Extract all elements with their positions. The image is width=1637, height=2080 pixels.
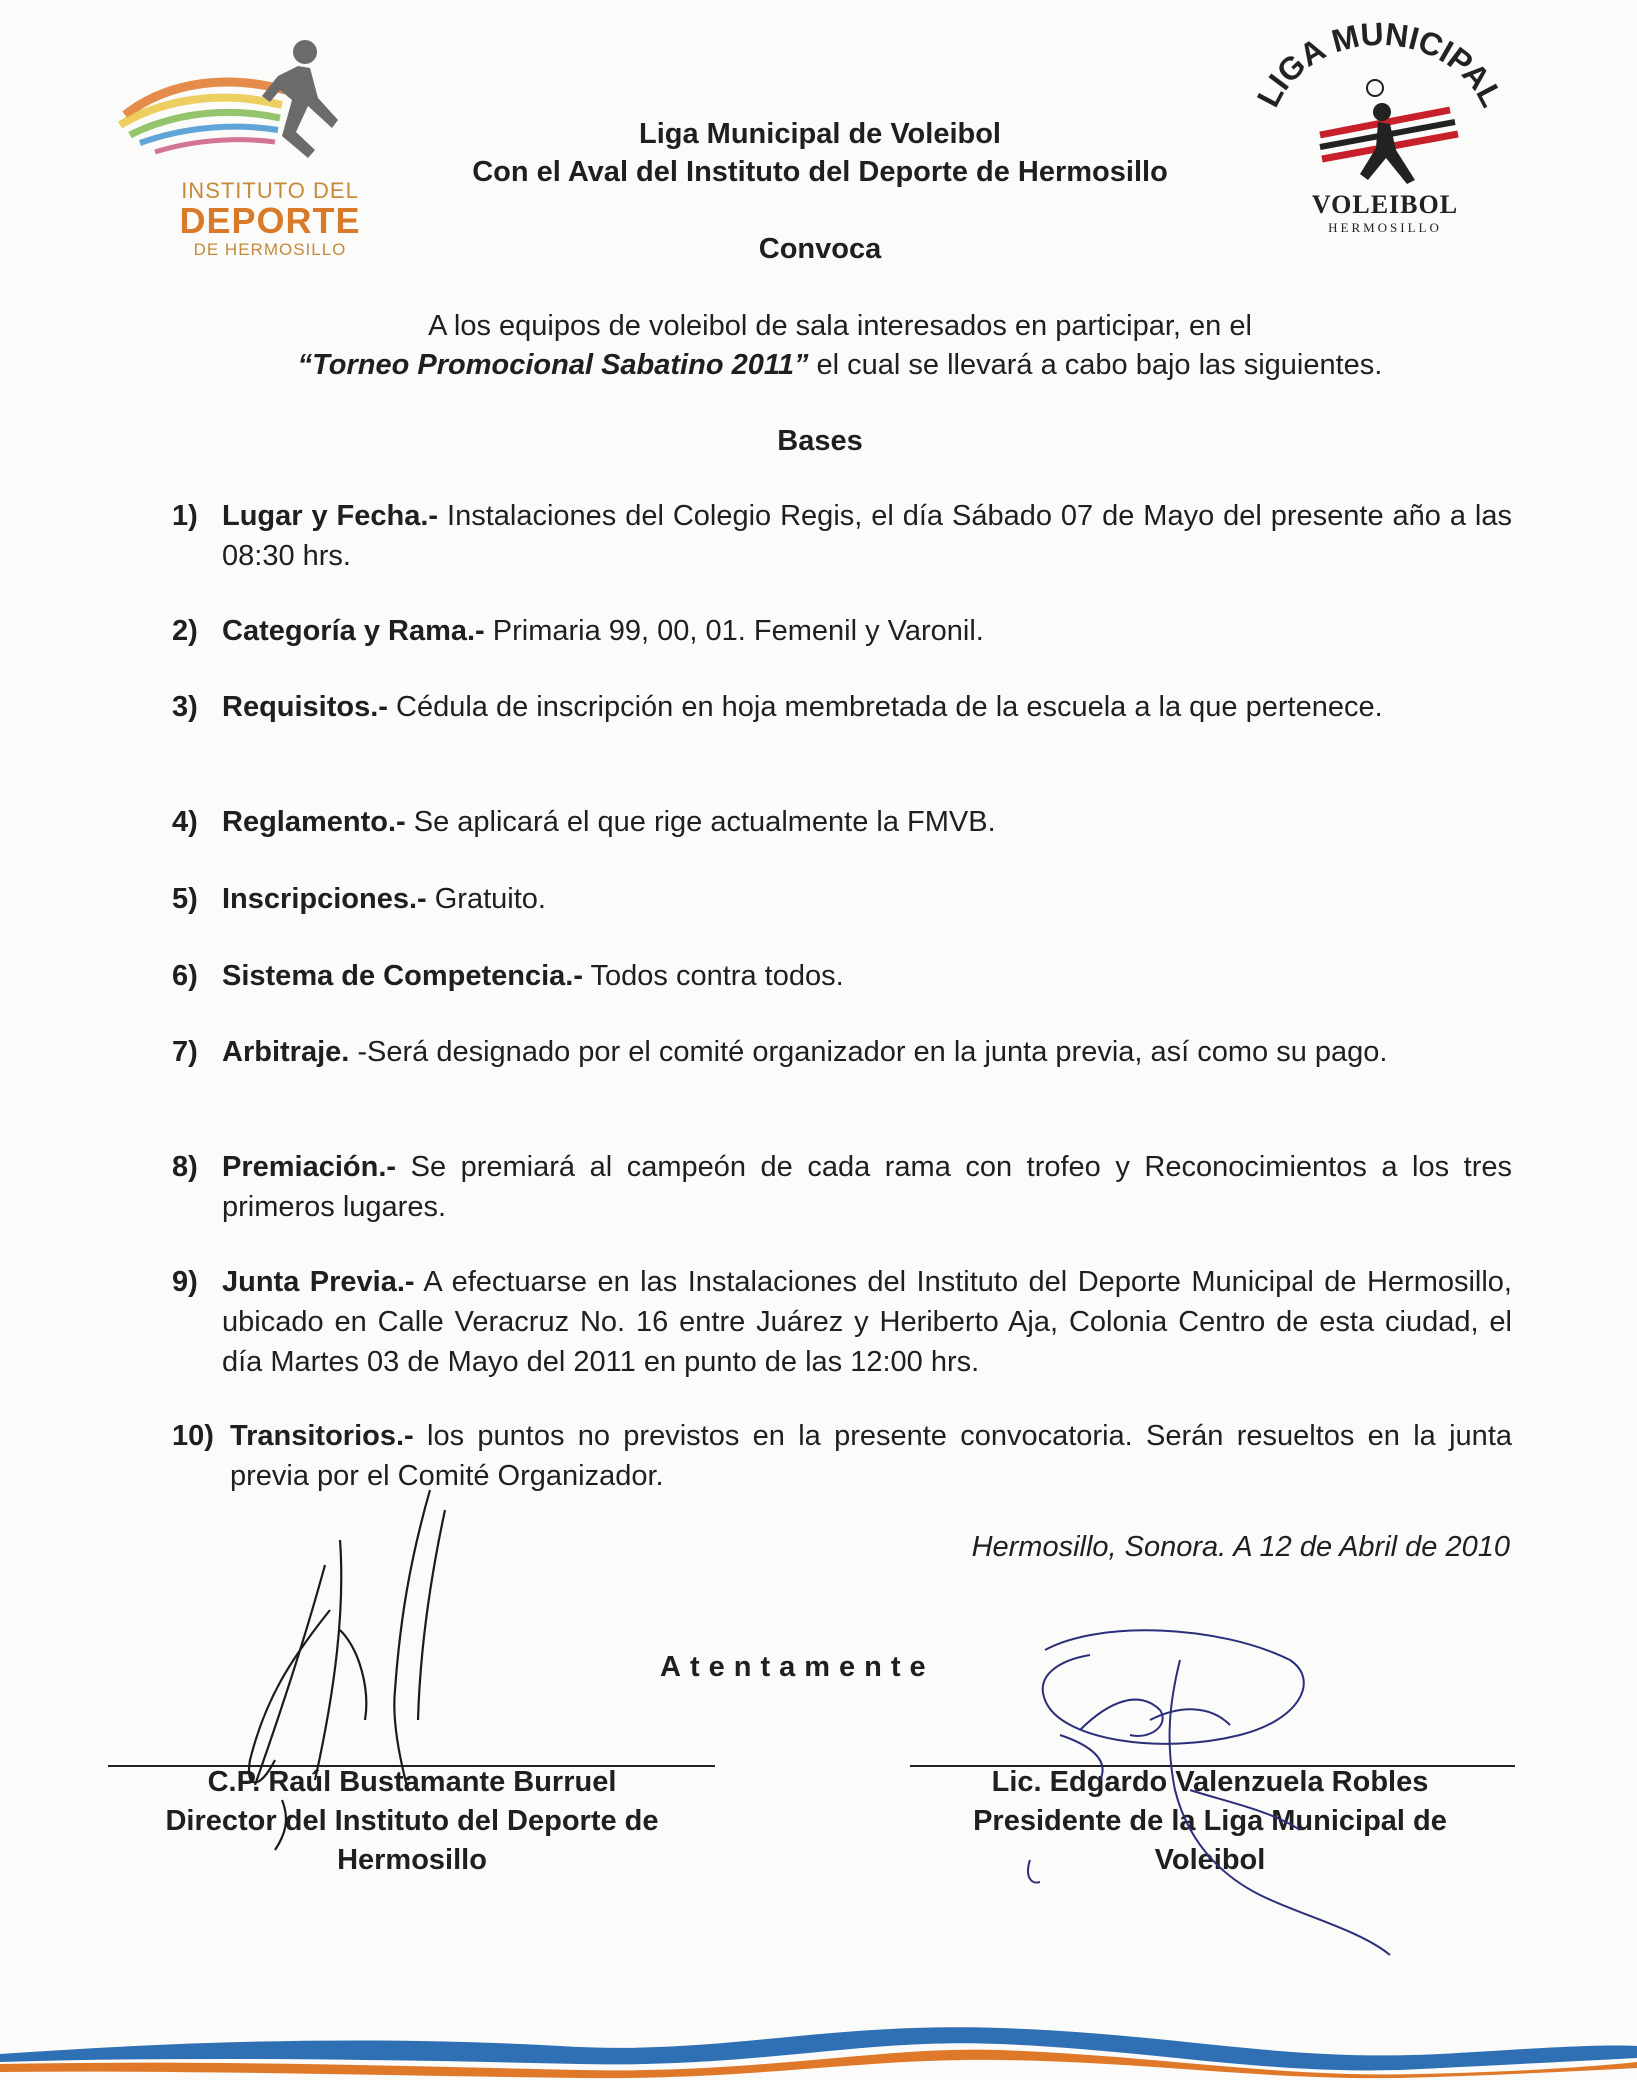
logo-line1: INSTITUTO DEL	[181, 178, 359, 203]
liga-municipal-logo	[1250, 20, 1510, 250]
item-term: Lugar y Fecha.-	[222, 500, 439, 532]
logo-voleibol: VOLEIBOL	[1311, 190, 1459, 219]
intro-line2	[150, 349, 1530, 382]
logo-line3: DE HERMOSILLO	[193, 240, 347, 259]
item-term: Inscripciones.-	[222, 883, 427, 915]
item-term: Junta Previa.-	[222, 1266, 415, 1298]
list-item	[172, 1032, 1512, 1072]
item-number: 5)	[172, 883, 198, 915]
signatory-title-line1: Director del Instituto del Deporte de	[165, 1805, 659, 1837]
item-term: Categoría y Rama.-	[222, 615, 485, 647]
item-term: Reglamento.-	[222, 806, 406, 838]
item-text: Cédula de inscripción en hoja membretada de la escuela a la que pertenece.	[387, 691, 1383, 723]
signatory-title-line2: Hermosillo	[337, 1844, 487, 1876]
list-item	[172, 611, 1512, 651]
item-number: 10)	[172, 1420, 214, 1452]
volleyball-player-icon	[1250, 20, 1510, 195]
header-line1: Liga Municipal de Voleibol	[639, 118, 1001, 150]
item-text: Instalaciones del Colegio Regis, el día Sábado 07 de Mayo del presente año a las 08:30 hrs.	[222, 500, 1512, 572]
footer-wave-decoration	[0, 2010, 1637, 2080]
item-term: Requisitos.-	[222, 691, 388, 723]
signatory-right	[905, 1763, 1515, 1880]
item-number: 7)	[172, 1036, 198, 1068]
item-term: Transitorios.-	[230, 1420, 414, 1452]
list-item	[172, 1262, 1512, 1382]
signatory-title-line1: Presidente de la Liga Municipal de	[973, 1805, 1447, 1837]
list-item	[172, 956, 1512, 996]
item-text: los puntos no previstos en la presente convocatoria. Serán resueltos en la junta previa por el Comité Organizador.	[230, 1420, 1512, 1492]
item-number: 9)	[172, 1266, 198, 1298]
item-term: Sistema de Competencia.-	[222, 960, 583, 992]
logo-arc-text: LIGA MUNICIPAL	[1250, 20, 1510, 113]
instituto-deporte-logo	[110, 20, 370, 259]
item-text: Primaria 99, 00, 01. Femenil y Varonil.	[484, 615, 984, 647]
item-text: Se aplicará el que rige actualmente la FMVB.	[405, 806, 996, 838]
item-term: Premiación.-	[222, 1151, 397, 1183]
convoca-title: Convoca	[758, 233, 882, 265]
list-item	[172, 496, 1512, 576]
item-text: A efectuarse en las Instalaciones del Instituto del Deporte Municipal de Hermosillo, ubicado en Calle Veracruz No. 16 entre Juárez y Heriberto Aja, Colonia Centro de esta ciudad, el día Martes 03 de Mayo del 2011 en punto de las 12:00 hrs.	[222, 1266, 1512, 1378]
item-term: Arbitraje.	[222, 1036, 350, 1068]
signatory-name: C.P. Raúl Bustamante Burruel	[207, 1766, 617, 1798]
logo-city: HERMOSILLO	[1328, 220, 1442, 235]
closing: Atentamente	[660, 1651, 935, 1683]
list-item	[172, 1416, 1512, 1496]
item-number: 4)	[172, 806, 198, 838]
header-line2: Con el Aval del Instituto del Deporte de Hermosillo	[472, 156, 1168, 188]
list-item	[172, 687, 1512, 727]
item-text: Gratuito.	[426, 883, 546, 915]
item-text: Se premiará al campeón de cada rama con trofeo y Reconocimientos a los tres primeros lugares.	[222, 1151, 1512, 1223]
item-number: 6)	[172, 960, 198, 992]
item-number: 8)	[172, 1151, 198, 1183]
item-number: 3)	[172, 691, 198, 723]
intro-line1: A los equipos de voleibol de sala interesados en participar, en el	[428, 310, 1252, 342]
bases-title: Bases	[777, 425, 863, 457]
signatory-title-line2: Voleibol	[1154, 1844, 1266, 1876]
item-text: -Será designado por el comité organizador en la junta previa, así como su pago.	[349, 1036, 1388, 1068]
item-number: 2)	[172, 615, 198, 647]
item-number: 1)	[172, 500, 198, 532]
list-item	[172, 1147, 1512, 1227]
signatory-name: Lic. Edgardo Valenzuela Robles	[991, 1766, 1429, 1798]
place-date: Hermosillo, Sonora. A 12 de Abril de 2010	[971, 1531, 1510, 1563]
runner-icon	[110, 20, 370, 180]
signatory-left	[112, 1763, 712, 1880]
list-item	[172, 802, 1512, 842]
tournament-name: “Torneo Promocional Sabatino 2011”	[297, 349, 809, 381]
logo-line2: DEPORTE	[179, 200, 361, 241]
item-text: Todos contra todos.	[583, 960, 844, 992]
intro-line2-rest: el cual se llevará a cabo bajo las siguientes.	[808, 349, 1383, 381]
list-item	[172, 879, 1512, 919]
